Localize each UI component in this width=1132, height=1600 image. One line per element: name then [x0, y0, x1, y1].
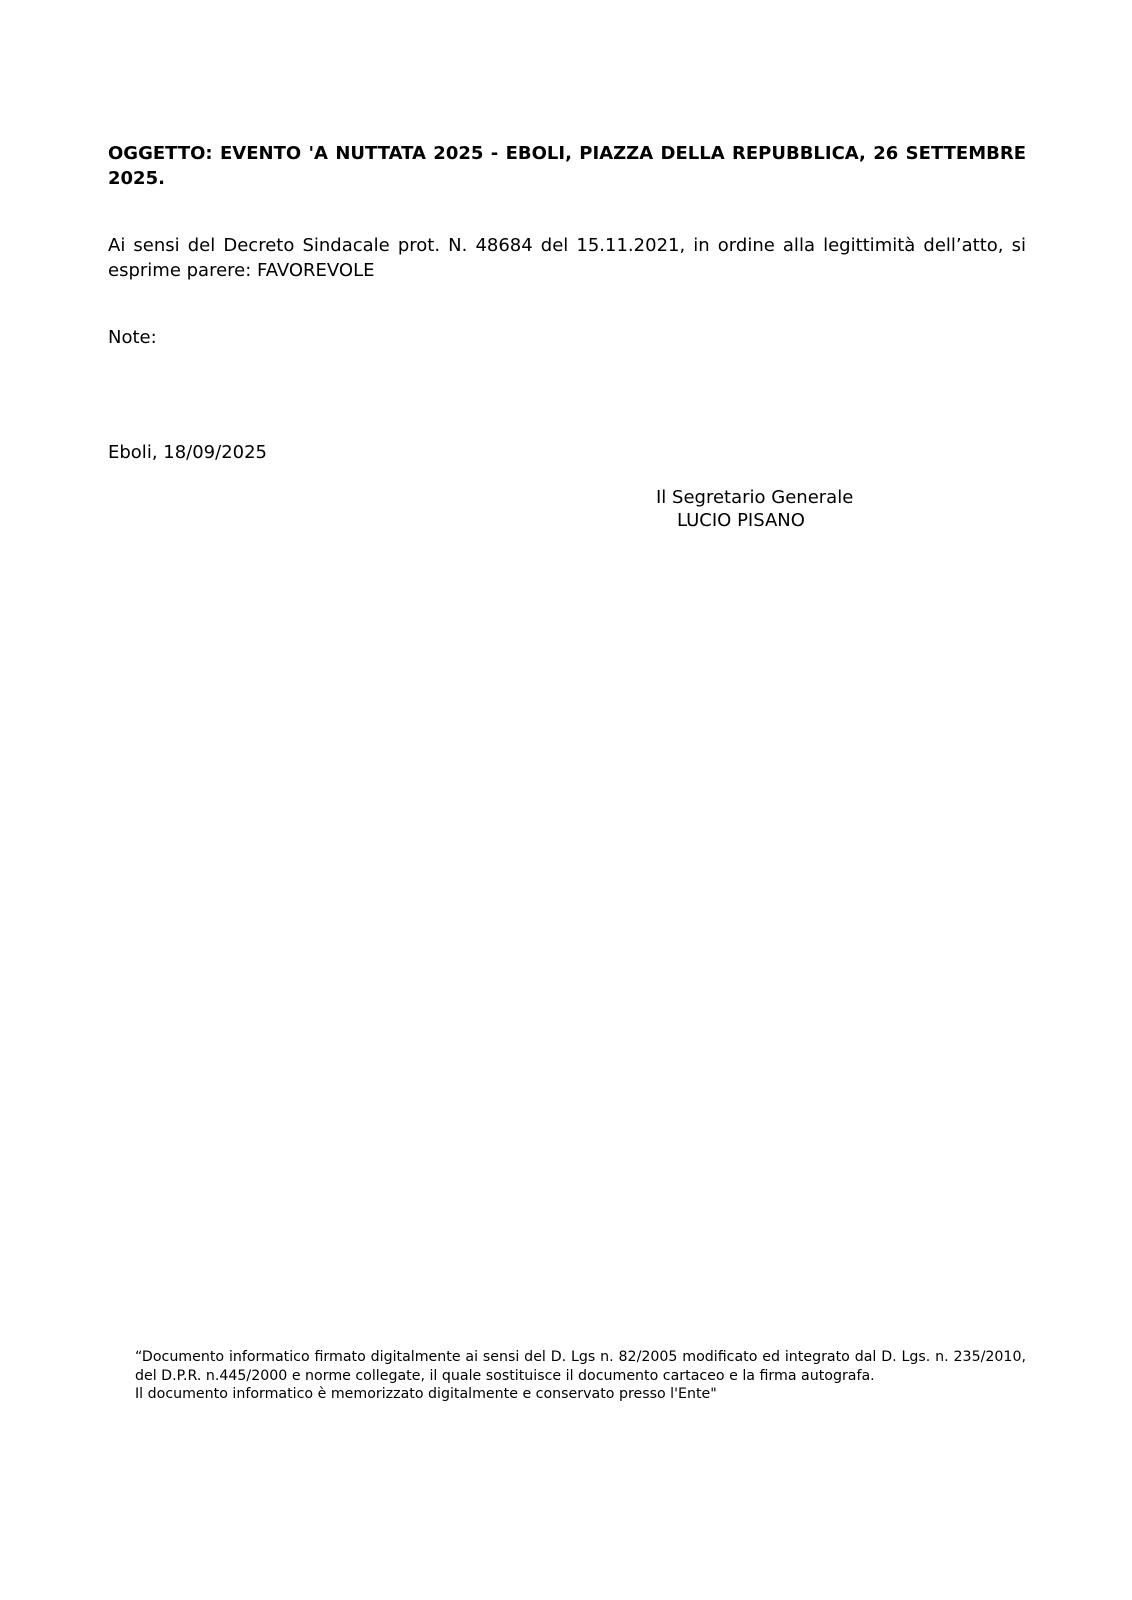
notes-label: Note:: [108, 327, 157, 348]
signatory-name: LUCIO PISANO: [677, 510, 805, 531]
subject-heading: OGGETTO: EVENTO 'A NUTTATA 2025 - EBOLI, PIAZZA DELLA REPUBBLICA, 26 SETTEMBRE 2025.: [108, 143, 1026, 189]
footer-storage-notice: Il documento informatico è memorizzato digitalmente e conservato presso l'Ente": [135, 1386, 717, 1402]
signature-block: [656, 486, 986, 532]
signatory-role: Il Segretario Generale: [656, 487, 854, 508]
digital-signature-footer: [135, 1348, 1026, 1404]
place-date: Eboli, 18/09/2025: [108, 442, 268, 463]
footer-legal-notice: “Documento informatico firmato digitalmente ai sensi del D. Lgs n. 82/2005 modificato ed integrato dal D. Lgs. n. 235/2010, del D.P.R. n.445/2000 e norme collegate, il quale sostituisce il documento cartaceo e la firma autografa.: [135, 1349, 1026, 1384]
opinion-paragraph: Ai sensi del Decreto Sindacale prot. N. 48684 del 15.11.2021, in ordine alla legittimità dell’atto, si esprime parere: FAVOREVOLE: [108, 235, 1026, 281]
